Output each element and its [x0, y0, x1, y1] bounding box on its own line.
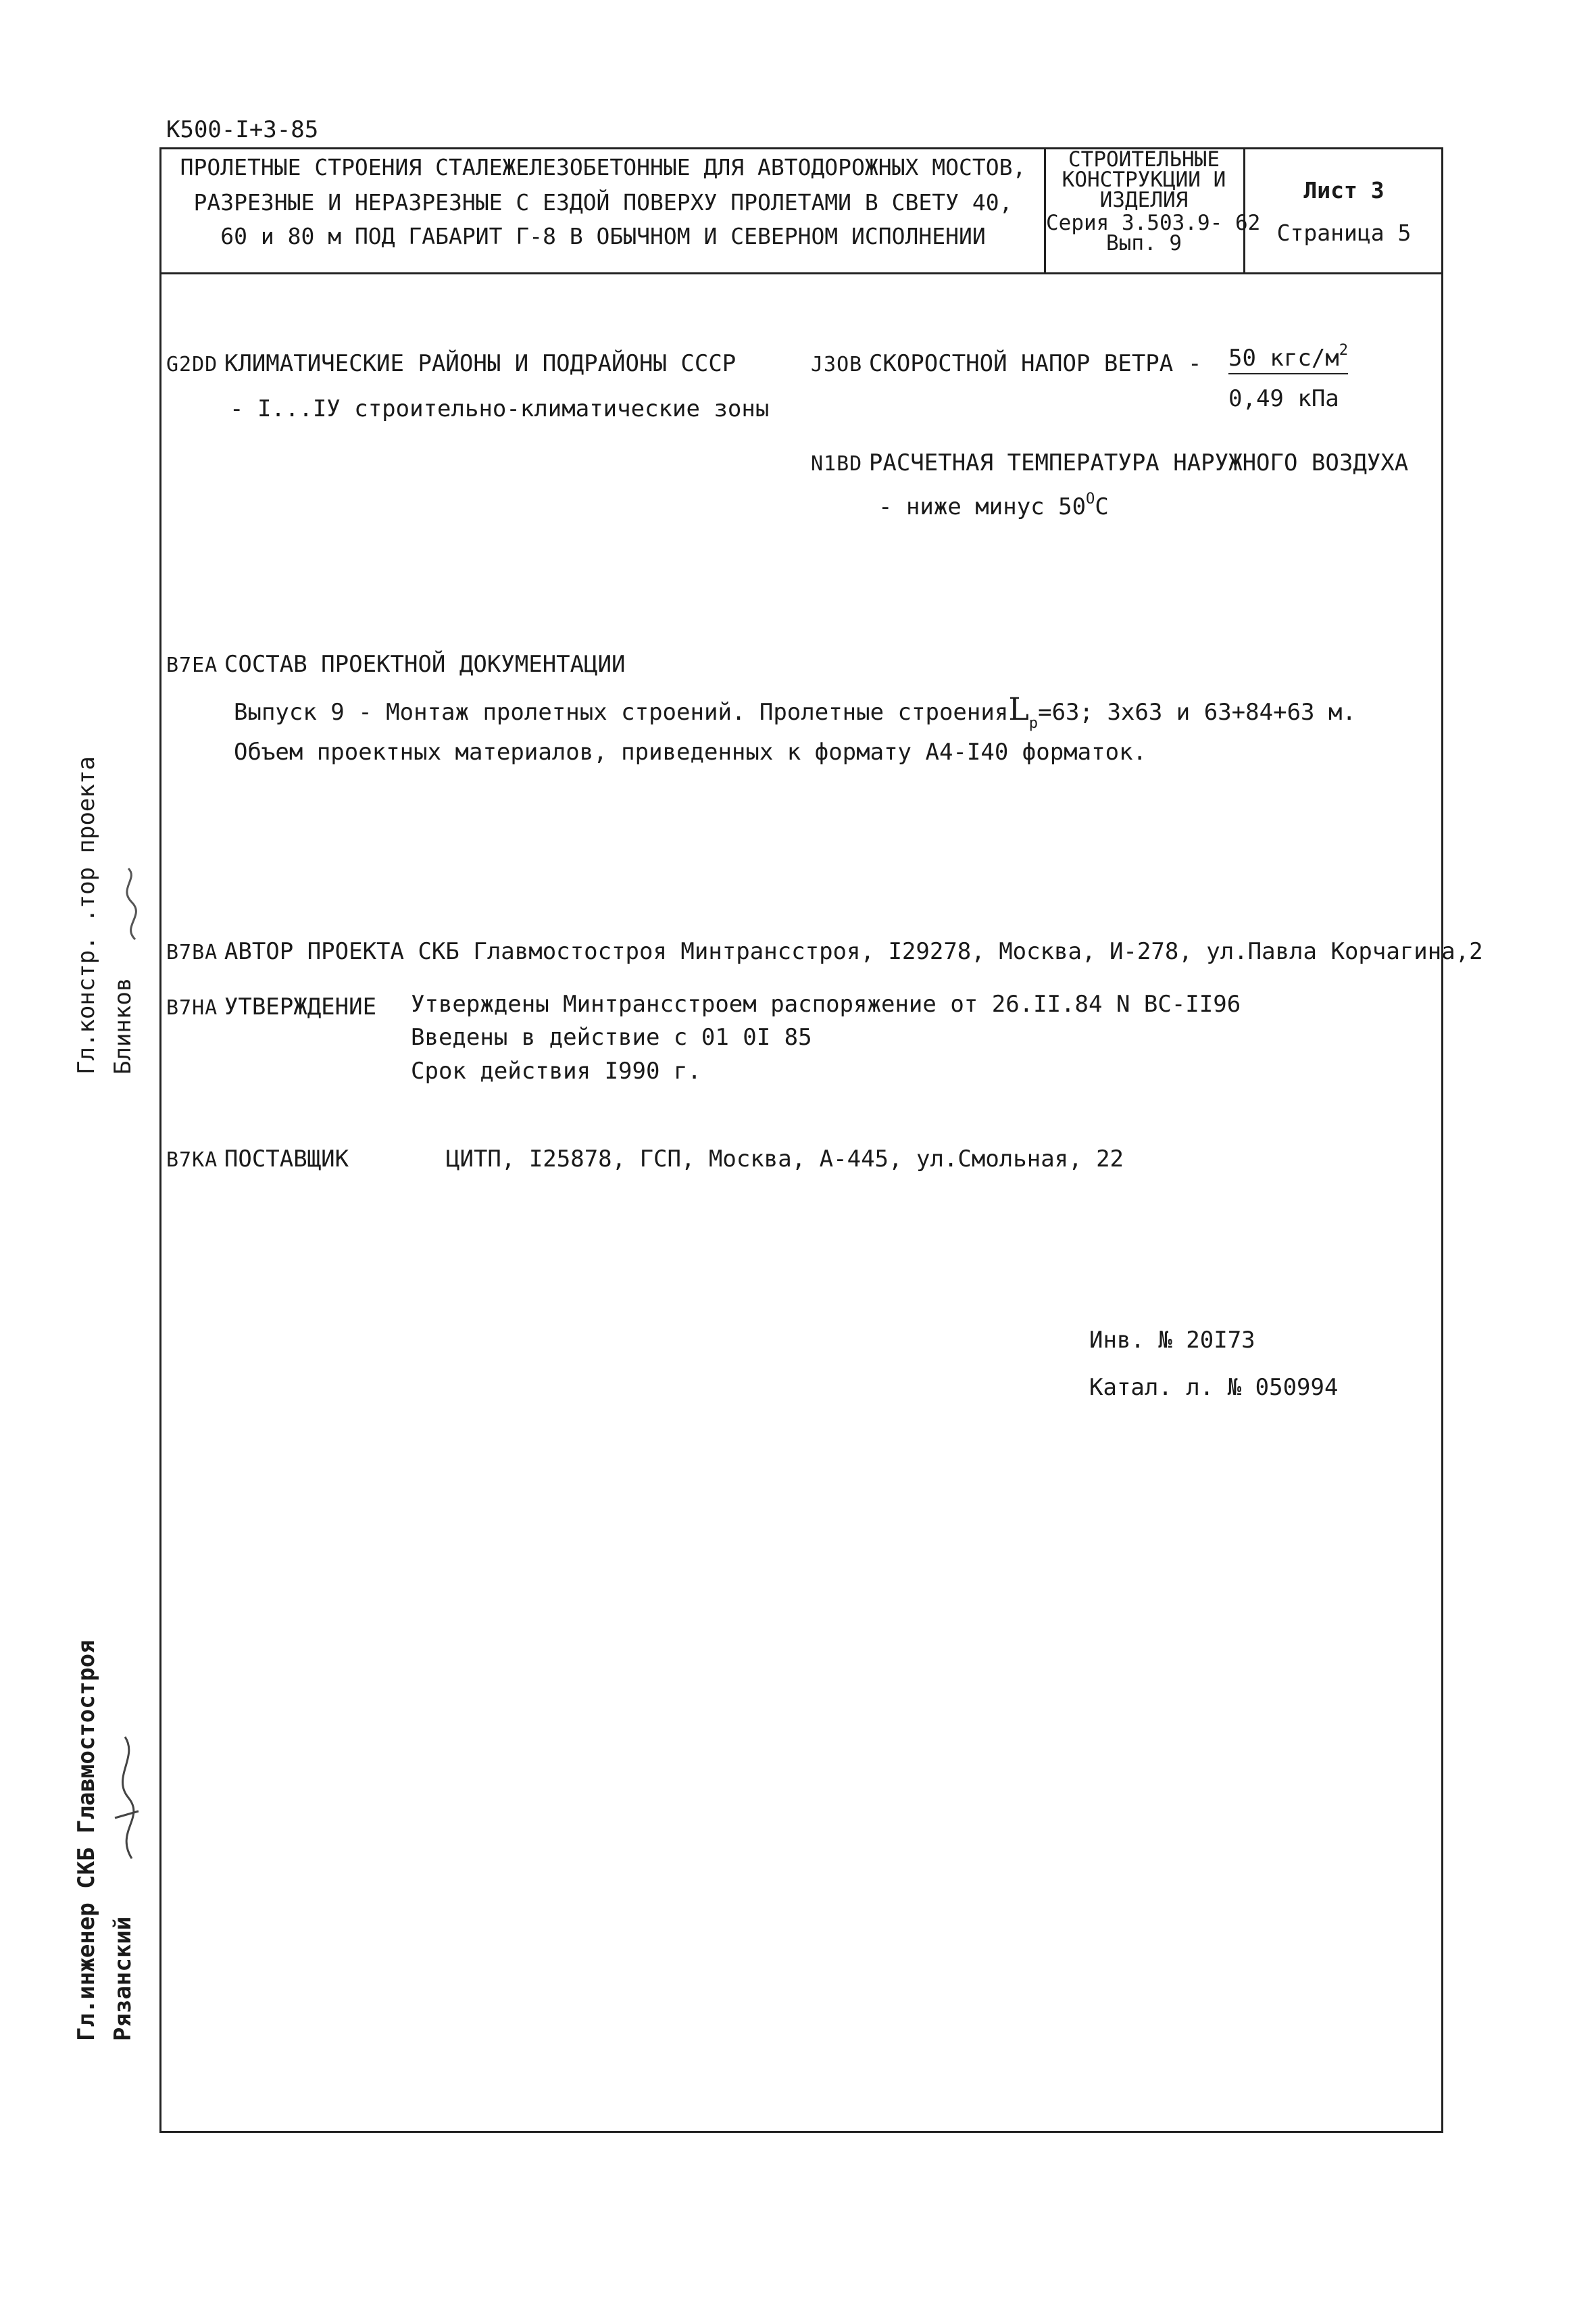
document-code: К500-I+3-85: [166, 116, 319, 143]
wind-section: [811, 350, 1173, 377]
author-code: B7BA: [166, 941, 218, 964]
approval-section: [166, 993, 376, 1020]
composition-l-subscript: p: [1028, 714, 1039, 732]
climate-title: КЛИМАТИЧЕСКИЕ РАЙОНЫ И ПОДРАЙОНЫ СССР: [224, 350, 737, 377]
margin-signature-1-line-2: Блинков: [109, 977, 136, 1075]
composition-l-symbol: L: [1008, 691, 1029, 727]
inventory-number: Инв. № 20I73: [1089, 1327, 1255, 1354]
approval-line-2: Введены в действие с 01 0I 85: [411, 1024, 812, 1051]
margin-signature-2-line-2: Рязанский: [109, 1916, 136, 2041]
approval-code: B7HA: [166, 996, 218, 1020]
composition-line-1-b: =63; 3х63 и 63+84+63 м.: [1038, 699, 1356, 726]
composition-line-1: [234, 691, 1356, 732]
supplier-section: [166, 1146, 349, 1173]
temperature-value-suffix: С: [1095, 493, 1109, 520]
catalog-line-1: СТРОИТЕЛЬНЫЕ: [1068, 147, 1220, 172]
composition-section: [166, 651, 626, 678]
catalog-sheet-number: Катал. л. № 050994: [1089, 1374, 1339, 1401]
page-number: Страница 5: [1276, 220, 1412, 246]
margin-signature-1-line-1: Гл.констр. .тор проекта: [73, 756, 100, 1075]
approval-line-3: Срок действия I990 г.: [411, 1058, 701, 1085]
page-frame: [159, 147, 1443, 2133]
wind-value-1: [1228, 341, 1349, 374]
handwritten-signature-2: [101, 1730, 149, 1865]
wind-value-1-sup: 2: [1339, 341, 1349, 359]
wind-value-1-base: 50 кгс/м: [1228, 345, 1339, 372]
approval-line-1: Утверждены Минтрансстроем распоряжение от 26.II.84 N ВС-II96: [411, 991, 1241, 1018]
sheet-number: Лист 3: [1303, 177, 1385, 203]
composition-title: СОСТАВ ПРОЕКТНОЙ ДОКУМЕНТАЦИИ: [224, 651, 626, 678]
supplier-text: ЦИТП, I25878, ГСП, Москва, А-445, ул.Смольная, 22: [446, 1146, 1124, 1173]
temperature-value: [878, 490, 1109, 520]
catalog-line-5: Вып. 9: [1106, 231, 1182, 255]
handwritten-signature-1: [108, 865, 149, 946]
title-line-2: РАЗРЕЗНЫЕ И НЕРАЗРЕЗНЫЕ С ЕЗДОЙ ПОВЕРХУ ПРОЛЕТАМИ В СВЕТУ 40,: [193, 189, 1013, 216]
temperature-value-sup: О: [1086, 490, 1095, 508]
composition-code: B7EA: [166, 654, 218, 677]
wind-value-2: 0,49 кПа: [1228, 385, 1339, 412]
supplier-code: B7KA: [166, 1148, 218, 1172]
supplier-title: ПОСТАВЩИК: [224, 1146, 349, 1173]
composition-line-2: Объем проектных материалов, приведенных к формату А4-I40 форматок.: [234, 739, 1147, 766]
composition-line-1-a: Выпуск 9 - Монтаж пролетных строений. Пролетные строения: [234, 699, 1009, 726]
catalog-line-4: Серия 3.503.9- 62: [1046, 211, 1261, 235]
wind-dash: -: [1188, 350, 1202, 377]
climate-code: G2DD: [166, 353, 218, 376]
author-section: [166, 938, 1483, 965]
header-divider: [159, 272, 1443, 274]
climate-section: [166, 350, 736, 377]
title-line-1: ПРОЛЕТНЫЕ СТРОЕНИЯ СТАЛЕЖЕЛЕЗОБЕТОННЫЕ ДЛЯ АВТОДОРОЖНЫХ МОСТОВ,: [180, 154, 1026, 180]
temperature-value-prefix: - ниже минус 50: [878, 493, 1087, 520]
approval-title: УТВЕРЖДЕНИЕ: [224, 993, 377, 1020]
climate-zones: - I...IУ строительно-климатические зоны: [230, 395, 770, 422]
wind-code: J3OB: [811, 353, 863, 376]
temperature-title: РАСЧЕТНАЯ ТЕМПЕРАТУРА НАРУЖНОГО ВОЗДУХА: [868, 449, 1409, 476]
wind-title: СКОРОСТНОЙ НАПОР ВЕТРА: [868, 350, 1174, 377]
author-text: АВТОР ПРОЕКТА СКБ Главмостостроя Минтрансстроя, I29278, Москва, И-278, ул.Павла Корчагина,2: [224, 938, 1483, 965]
margin-signature-2-line-1: Гл.инженер СКБ Главмостостроя: [73, 1640, 100, 2041]
catalog-line-2: КОНСТРУКЦИИ И: [1062, 168, 1226, 192]
catalog-line-3: ИЗДЕЛИЯ: [1099, 188, 1189, 212]
temperature-section: [811, 449, 1408, 476]
temperature-code: N1BD: [811, 452, 863, 476]
title-line-3: 60 и 80 м ПОД ГАБАРИТ Г-8 В ОБЫЧНОМ И СЕВЕРНОМ ИСПОЛНЕНИИ: [220, 223, 986, 249]
